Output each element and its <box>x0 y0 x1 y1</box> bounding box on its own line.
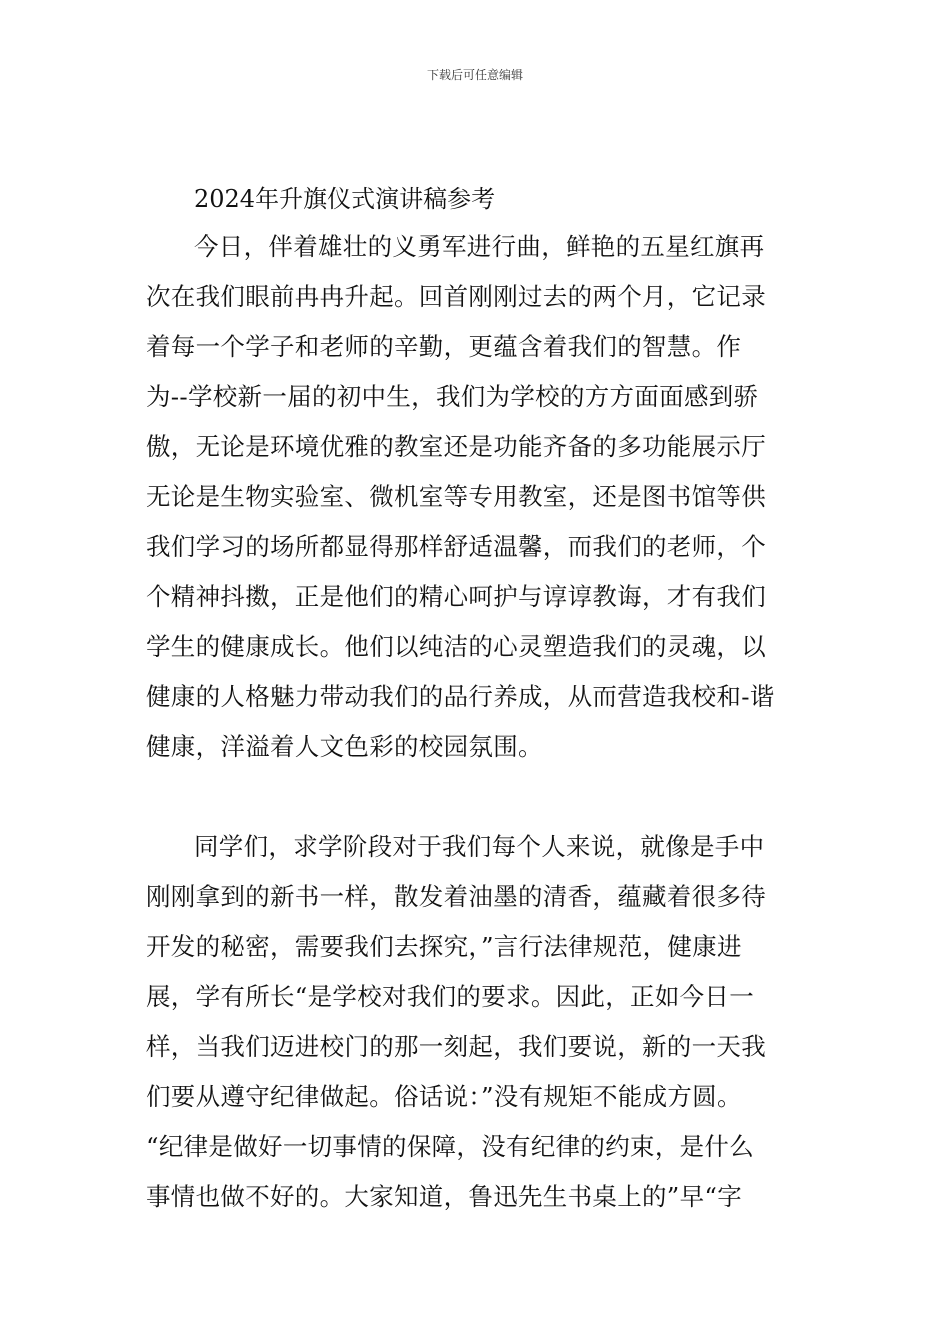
paragraph-line: 开发的秘密，需要我们去探究，”言行法律规范，健康进 <box>146 932 742 961</box>
paragraph-line: 学生的健康成长。他们以纯洁的心灵塑造我们的灵魂，以 <box>146 632 766 661</box>
paragraph-line: 事情也做不好的。大家知道，鲁迅先生书桌上的”早“字 <box>146 1182 743 1211</box>
paragraph-line: “纪律是做好一切事情的保障，没有纪律的约束，是什么 <box>146 1132 755 1161</box>
paragraph-line: 样，当我们迈进校门的那一刻起，我们要说，新的一天我 <box>146 1032 766 1061</box>
paragraph-line: 傲，无论是环境优雅的教室还是功能齐备的多功能展示厅 <box>146 432 766 461</box>
paragraph-line: 刚刚拿到的新书一样，散发着油墨的清香，蕴藏着很多待 <box>146 882 766 911</box>
paragraph-line: 次在我们眼前冉冉升起。回首刚刚过去的两个月，它记录 <box>146 282 766 311</box>
paragraph-2 <box>146 829 816 1229</box>
paragraph-line: 健康，洋溢着人文色彩的校园氛围。 <box>146 732 543 761</box>
paragraph-line: 着每一个学子和老师的辛勤，更蕴含着我们的智慧。作 <box>146 332 742 361</box>
paragraph-line: 无论是生物实验室、微机室等专用教室，还是图书馆等供 <box>146 482 766 511</box>
paragraph-line: 健康的人格魅力带动我们的品行养成，从而营造我校和-谐 <box>146 682 775 711</box>
paragraph-line: 我们学习的场所都显得那样舒适温馨，而我们的老师，个 <box>146 532 766 561</box>
header-note: 下载后可任意编辑 <box>426 68 523 82</box>
paragraph-line: 今日，伴着雄壮的义勇军进行曲，鲜艳的五星红旗再 <box>194 232 765 261</box>
paragraph-line: 们要从遵守纪律做起。俗话说：”没有规矩不能成方圆。 <box>146 1082 742 1111</box>
paragraph-1 <box>146 229 816 779</box>
paragraph-line: 个精神抖擞，正是他们的精心呵护与谆谆教诲，才有我们 <box>146 582 766 611</box>
document-title: 2024年升旗仪式演讲稿参考 <box>194 185 496 213</box>
paragraph-line: 展，学有所长“是学校对我们的要求。因此，正如今日一 <box>146 982 755 1011</box>
paragraph-line: 同学们，求学阶段对于我们每个人来说，就像是手中 <box>194 832 765 861</box>
paragraph-line: 为--学校新一届的初中生，我们为学校的方方面面感到骄 <box>146 382 759 411</box>
